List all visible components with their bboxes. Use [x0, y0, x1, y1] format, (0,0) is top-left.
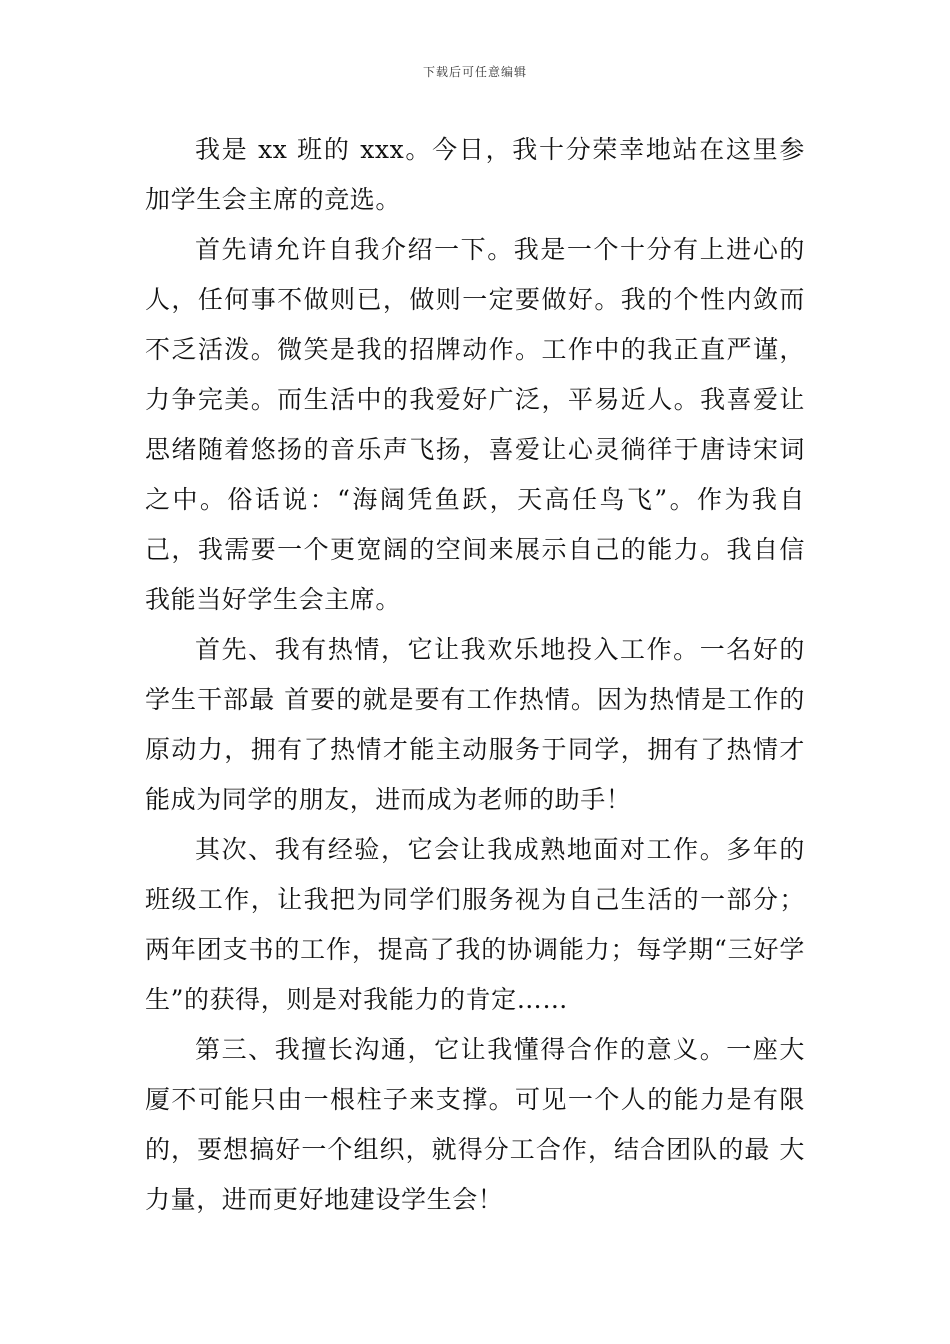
- paragraph-experience: 其次、我有经验，它会让我成熟地面对工作。多年的班级工作，让我把为同学们服务视为自己生活的一部分；两年团支书的工作，提高了我的协调能力；每学期“三好学生”的获得，则是对我能力的肯定……: [145, 835, 805, 1014]
- paragraph-communication: 第三、我擅长沟通，它让我懂得合作的意义。一座大厦不可能只由一根柱子来支撑。可见一个人的能力是有限的，要想搞好一个组织，就得分工合作，结合团队的最 大力量，进而更好地建设学生会！: [145, 1035, 805, 1214]
- paragraph-self-introduction: 首先请允许自我介绍一下。我是一个十分有上进心的人，任何事不做则已，做则一定要做好。我的个性内敛而不乏活泼。微笑是我的招牌动作。工作中的我正直严谨，力争完美。而生活中的我爱好广泛，平易近人。我喜爱让思绪随着悠扬的音乐声飞扬，喜爱让心灵徜徉于唐诗宋词之中。俗话说：“海阔凭鱼跃，天高任鸟飞”。作为我自己，我需要一个更宽阔的空间来展示自己的能力。我自信我能当好学生会主席。: [145, 235, 805, 614]
- page-header-note: 下载后可任意编辑: [422, 65, 527, 79]
- paragraph-enthusiasm: 首先、我有热情，它让我欢乐地投入工作。一名好的学生干部最 首要的就是要有工作热情。因为热情是工作的原动力，拥有了热情才能主动服务于同学，拥有了热情才能成为同学的朋友，进而成为老师的助手！: [145, 635, 805, 814]
- paragraph-intro: 我是 xx 班的 xxx。今日，我十分荣幸地站在这里参加学生会主席的竞选。: [145, 135, 805, 214]
- document-body: [145, 125, 805, 1225]
